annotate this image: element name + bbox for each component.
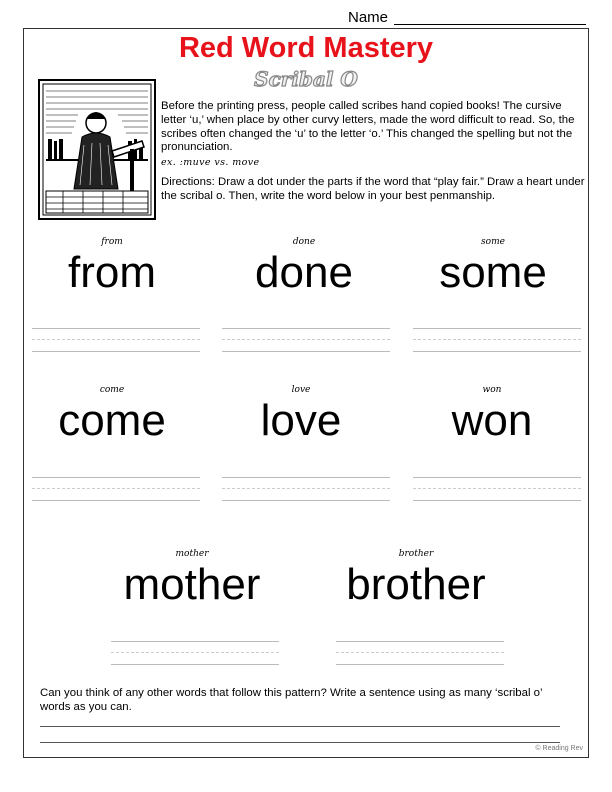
handwriting-lines[interactable] <box>111 641 279 667</box>
print-word: some <box>439 248 547 297</box>
print-word: won <box>451 396 533 445</box>
cursive-word: from <box>101 237 123 247</box>
handwriting-lines[interactable] <box>413 328 581 354</box>
answer-line[interactable] <box>40 742 560 743</box>
print-word: from <box>68 248 156 297</box>
copyright-notice: © Reading Rev <box>535 745 583 752</box>
name-underline <box>394 24 586 25</box>
word-card <box>403 236 583 298</box>
handwriting-lines[interactable] <box>413 477 581 503</box>
handwriting-lines[interactable] <box>222 477 390 503</box>
handwriting-lines[interactable] <box>32 328 200 354</box>
directions-paragraph: Directions: Draw a dot under the parts if the word that “play fair.” Draw a heart under the scribal o. Then, write the word below in your best penmanship. <box>161 176 585 202</box>
word-card <box>22 236 202 298</box>
word-card <box>326 548 506 610</box>
print-word: brother <box>346 560 486 609</box>
intro-paragraph: Before the printing press, people called scribes hand copied books! The cursive letter ‘u,’ when place by other curvy letters, made the word difficult to read. So, the scribes often changed the ‘u’ to the letter ‘o.’ This changed the spelling but not the pronunciation. <box>161 100 575 154</box>
name-label: Name <box>348 9 389 26</box>
answer-line[interactable] <box>40 726 560 727</box>
page-title: Red Word Mastery <box>178 32 434 64</box>
word-card <box>102 548 282 610</box>
cursive-word: come <box>99 385 125 395</box>
handwriting-lines[interactable] <box>32 477 200 503</box>
example-text: ex. :muve vs. move <box>161 157 260 168</box>
word-card <box>22 384 202 446</box>
handwriting-lines[interactable] <box>222 328 390 354</box>
word-card <box>211 384 391 446</box>
cursive-word: won <box>482 385 502 395</box>
cursive-word: done <box>292 237 316 247</box>
page-subtitle: Scribal O <box>254 67 358 91</box>
scribe-woodcut-icon <box>38 79 156 220</box>
print-word: mother <box>123 560 261 609</box>
question-prompt: Can you think of any other words that follow this pattern? Write a sentence using as many ‘scribal o’ words as you can. <box>40 687 543 713</box>
name-field[interactable] <box>348 8 586 28</box>
cursive-word: brother <box>398 549 434 559</box>
cursive-word: love <box>291 385 311 395</box>
word-card <box>402 384 582 446</box>
print-word: come <box>58 396 166 445</box>
word-card <box>214 236 394 298</box>
print-word: love <box>260 396 342 445</box>
handwriting-lines[interactable] <box>336 641 504 667</box>
print-word: done <box>255 248 353 297</box>
cursive-word: mother <box>175 549 209 559</box>
cursive-word: some <box>481 237 505 247</box>
